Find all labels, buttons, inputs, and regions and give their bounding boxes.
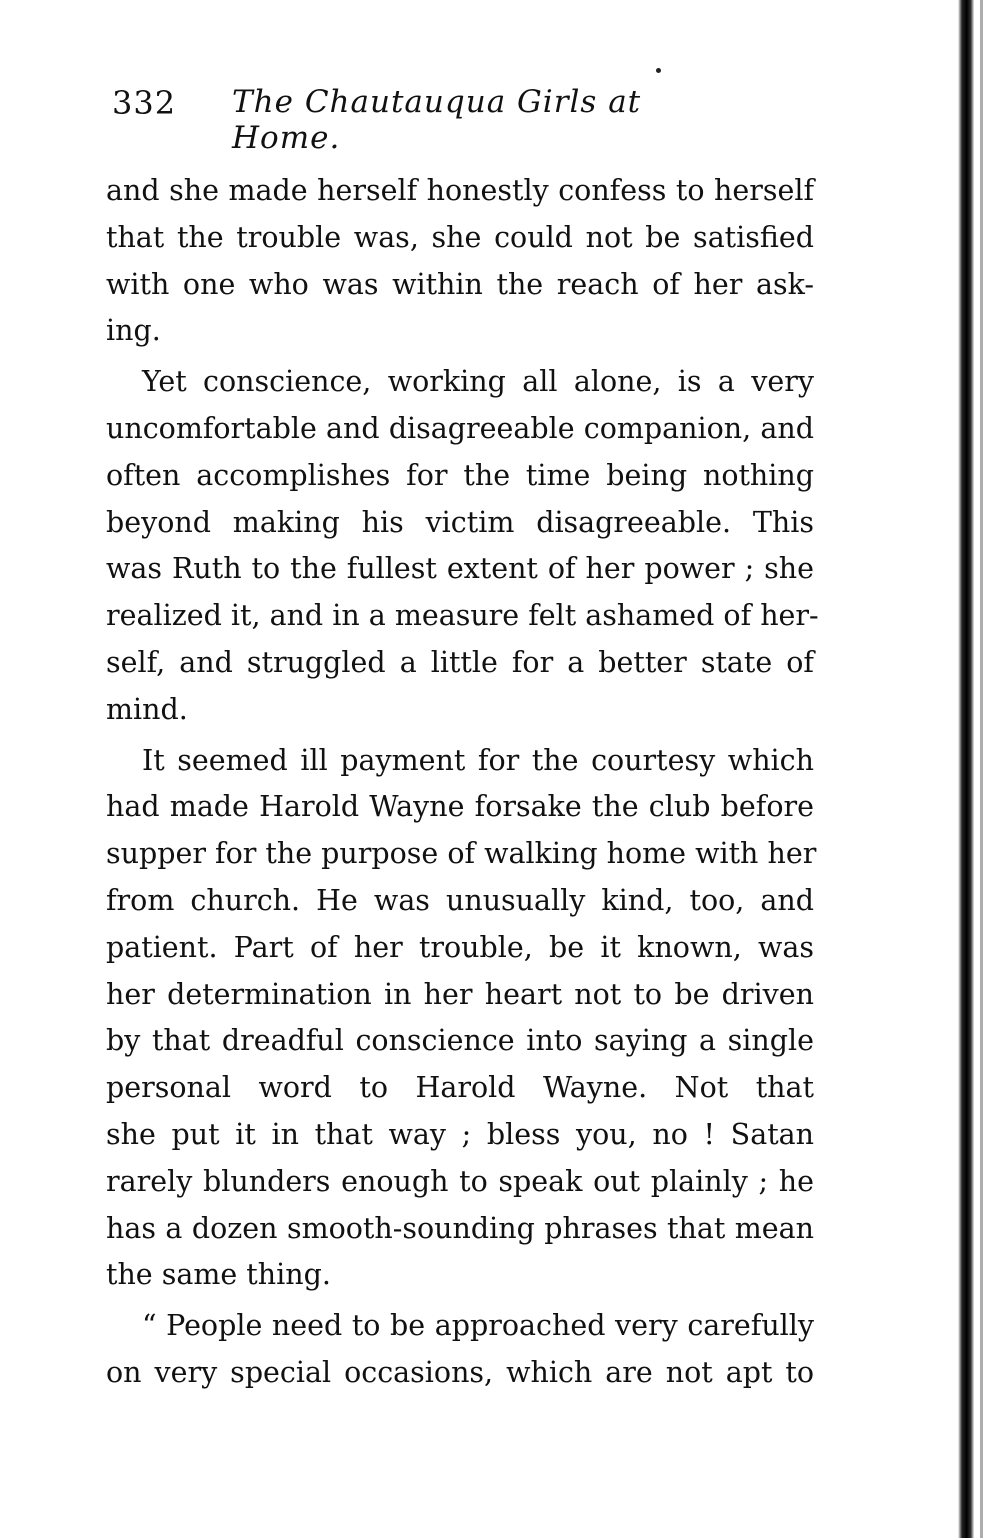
body-text bbox=[106, 168, 819, 1401]
text-line: often accomplishes for the time being nothing bbox=[106, 458, 814, 492]
page-binding-edge bbox=[958, 0, 974, 1538]
running-title: The Chautauqua Girls at Home. bbox=[232, 84, 642, 156]
text-line: rarely blunders enough to speak out plainly ; he bbox=[106, 1164, 814, 1198]
page-number: 332 bbox=[112, 84, 177, 122]
text-line: It seemed ill payment for the courtesy which bbox=[142, 743, 814, 777]
ink-speck bbox=[656, 68, 661, 73]
text-line: self, and struggled a little for a better state of bbox=[106, 645, 814, 679]
text-line: supper for the purpose of walking home with her bbox=[106, 837, 817, 871]
text-line: personal word to Harold Wayne. Not that bbox=[106, 1071, 814, 1105]
text-line: her determination in her heart not to be driven bbox=[106, 977, 814, 1011]
text-line: was Ruth to the fullest extent of her power ; she bbox=[106, 552, 814, 586]
text-line: on very special occasions, which are not apt to bbox=[106, 1355, 814, 1389]
text-line: the same thing. bbox=[106, 1258, 331, 1292]
text-line: beyond making his victim disagreeable. This bbox=[106, 505, 814, 539]
paragraph bbox=[106, 738, 817, 1300]
page-binding-shadow bbox=[980, 0, 983, 1538]
text-line: mind. bbox=[106, 692, 188, 726]
text-line: with one who was within the reach of her ask- bbox=[106, 267, 814, 301]
text-line: uncomfortable and disagreeable companion, and bbox=[106, 411, 814, 445]
text-line: has a dozen smooth-sounding phrases that mean bbox=[106, 1211, 814, 1245]
text-line: Yet conscience, working all alone, is a very bbox=[142, 365, 814, 399]
running-head bbox=[112, 78, 732, 156]
text-line: had made Harold Wayne forsake the club before bbox=[106, 790, 814, 824]
text-line: from church. He was unusually kind, too, and bbox=[106, 883, 814, 917]
text-line: that the trouble was, she could not be satisfied bbox=[106, 220, 814, 254]
text-line: realized it, and in a measure felt ashamed of her- bbox=[106, 599, 819, 633]
paragraph bbox=[106, 1303, 814, 1397]
text-line: she put it in that way ; bless you, no ! Satan bbox=[106, 1117, 814, 1151]
text-line: by that dreadful conscience into saying a single bbox=[106, 1024, 814, 1058]
text-line: “ People need to be approached very carefully bbox=[142, 1309, 814, 1343]
paragraph bbox=[106, 168, 814, 355]
text-line: and she made herself honestly confess to herself bbox=[106, 174, 814, 207]
paragraph bbox=[106, 359, 819, 733]
text-line: ing. bbox=[106, 314, 161, 348]
text-line: patient. Part of her trouble, be it known, was bbox=[106, 930, 814, 964]
